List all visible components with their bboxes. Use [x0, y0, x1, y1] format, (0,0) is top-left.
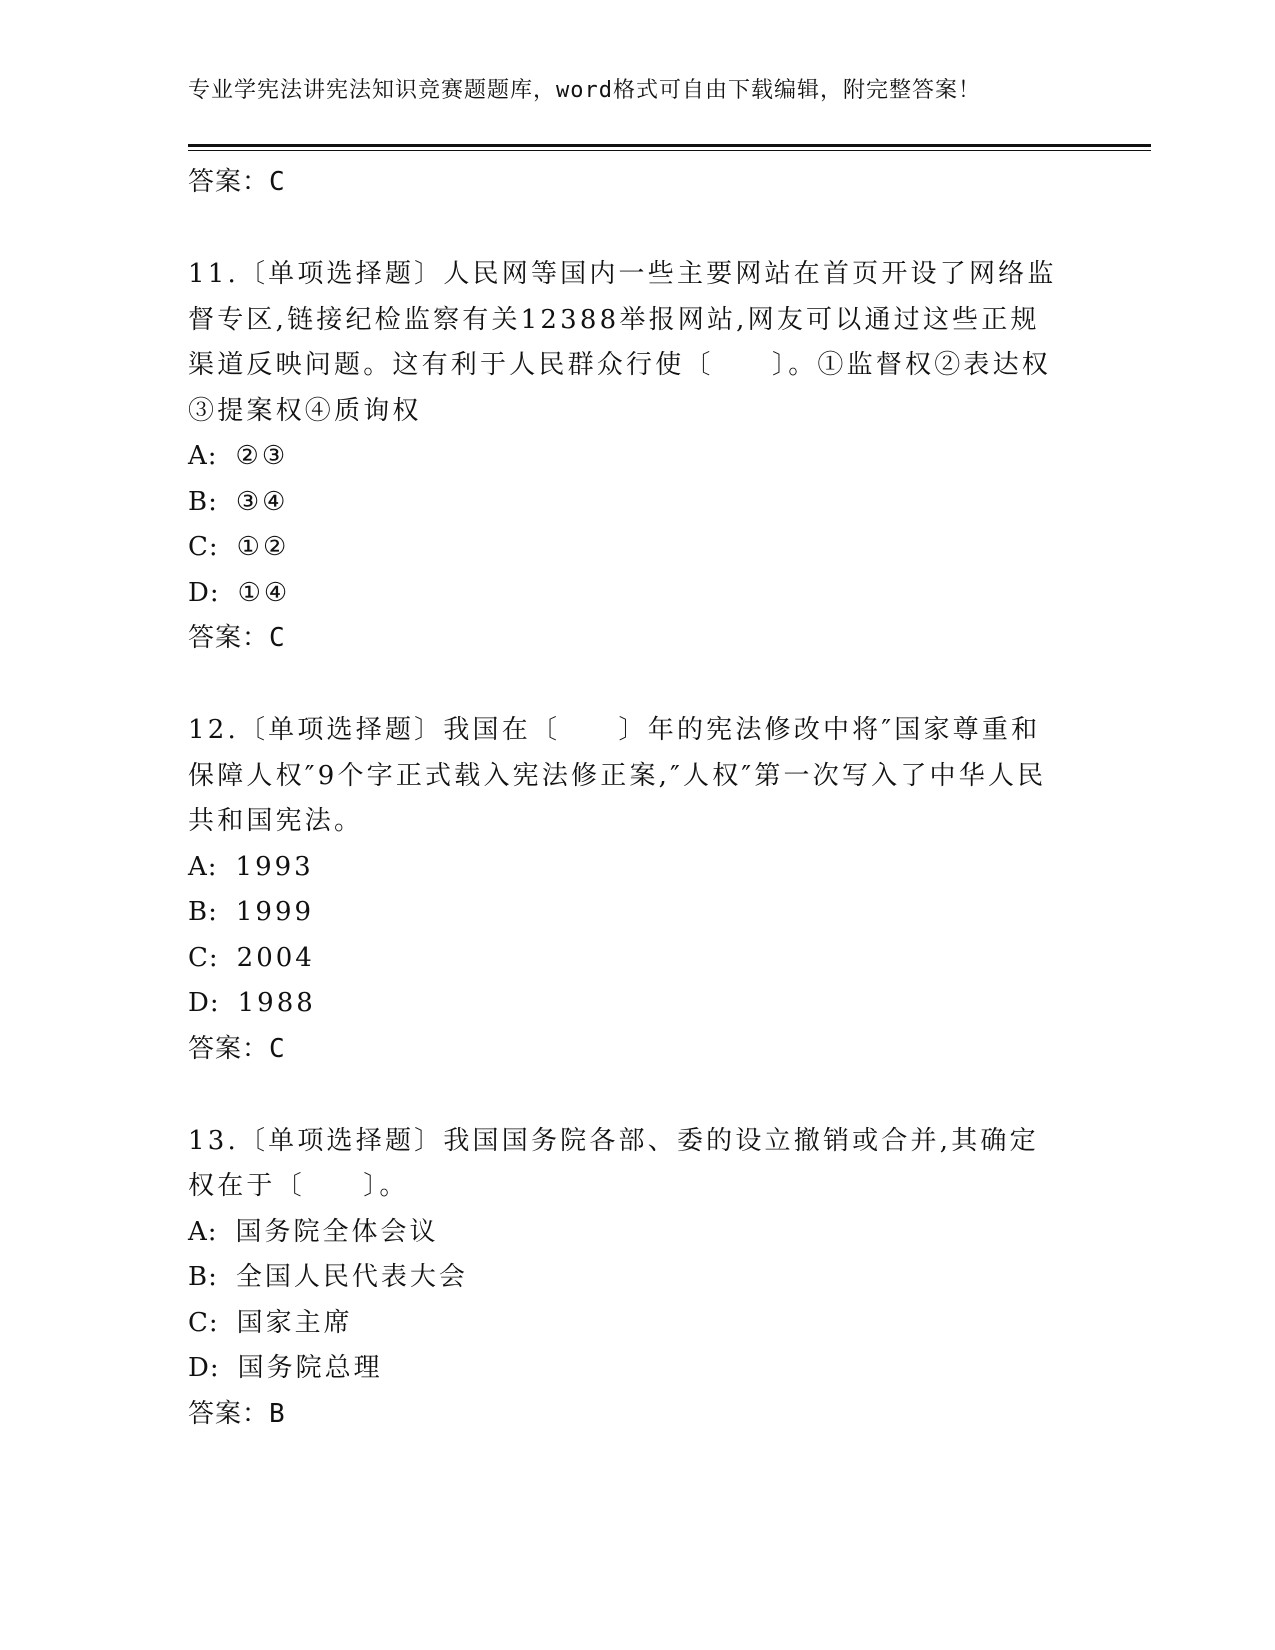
document-body — [188, 160, 1088, 1437]
option-letter: C: — [188, 1307, 219, 1338]
question-stem: 我国国务院各部、委的设立撤销或合并,其确定权在于〔 〕。 — [188, 1125, 1039, 1201]
answer-label: 答案： — [188, 167, 270, 197]
question-text — [188, 252, 1068, 434]
option-letter: C: — [188, 942, 219, 973]
option-letter: B: — [188, 897, 218, 927]
option-text: 1993 — [235, 851, 314, 882]
option-letter: A: — [188, 1216, 218, 1247]
option-text: 全国人民代表大会 — [235, 1262, 468, 1292]
answer-value: C — [269, 623, 286, 653]
header-rule-thick — [188, 144, 1151, 147]
option-a — [188, 845, 1088, 891]
option-letter: B: — [188, 1262, 218, 1292]
question-12 — [188, 708, 1088, 1072]
option-letter: D: — [188, 577, 220, 608]
option-b — [188, 890, 1088, 936]
option-text: 国务院总理 — [237, 1353, 383, 1383]
option-a — [188, 434, 1088, 480]
option-d — [188, 571, 1088, 617]
option-b — [188, 480, 1088, 526]
question-answer — [188, 616, 1088, 661]
option-letter: D: — [188, 988, 220, 1018]
answer-label: 答案： — [188, 1033, 270, 1064]
question-stem: 人民网等国内一些主要网站在首页开设了网络监督专区,链接纪检监察有关12388举报网站,网友可以通过这些正规渠道反映问题。这有利于人民群众行使〔 〕。①监督权②表达权③提案权④质询权 — [188, 259, 1057, 426]
header-rule-thin — [188, 150, 1151, 151]
answer-value: C — [269, 167, 286, 197]
question-type: 〔单项选择题〕 — [238, 1125, 444, 1156]
answer-label: 答案： — [188, 623, 270, 653]
option-letter: A: — [188, 441, 218, 471]
option-text: 国务院全体会议 — [235, 1216, 439, 1247]
option-d — [188, 981, 1088, 1027]
question-number: 12. — [188, 715, 239, 745]
option-text: 国家主席 — [236, 1307, 353, 1338]
option-text: 1999 — [235, 897, 315, 927]
question-type: 〔单项选择题〕 — [238, 259, 444, 289]
page-header: 专业学宪法讲宪法知识竞赛题题库，word格式可自由下载编辑，附完整答案！ — [188, 78, 981, 103]
option-c — [188, 1301, 1088, 1347]
question-answer — [188, 1392, 1088, 1437]
option-c — [188, 525, 1088, 571]
option-a — [188, 1210, 1088, 1256]
option-letter: A: — [188, 851, 218, 882]
option-text: 1988 — [237, 988, 316, 1018]
question-answer — [188, 1027, 1088, 1072]
option-letter: B: — [188, 486, 218, 517]
question-number: 13. — [188, 1125, 239, 1156]
option-text: ①② — [236, 532, 290, 562]
option-letter: D: — [188, 1353, 220, 1383]
question-stem: 我国在〔 〕年的宪法修改中将″国家尊重和保障人权″9个字正式载入宪法修正案,″人权″第一次写入了中华人民共和国宪法。 — [188, 715, 1047, 836]
previous-answer — [188, 160, 1088, 205]
question-11 — [188, 252, 1088, 661]
option-c — [188, 936, 1088, 982]
option-d — [188, 1346, 1088, 1392]
option-text: ①④ — [237, 577, 291, 608]
answer-value: C — [269, 1033, 286, 1064]
option-text: ③④ — [235, 486, 289, 517]
answer-value: B — [269, 1398, 286, 1429]
option-b — [188, 1255, 1088, 1301]
question-text — [188, 1119, 1068, 1210]
answer-label: 答案： — [188, 1398, 270, 1429]
question-text — [188, 708, 1068, 845]
option-text: 2004 — [236, 942, 315, 973]
option-text: ②③ — [235, 441, 289, 471]
question-type: 〔单项选择题〕 — [238, 715, 444, 745]
question-13 — [188, 1119, 1088, 1437]
option-letter: C: — [188, 532, 219, 562]
question-number: 11. — [188, 259, 239, 289]
